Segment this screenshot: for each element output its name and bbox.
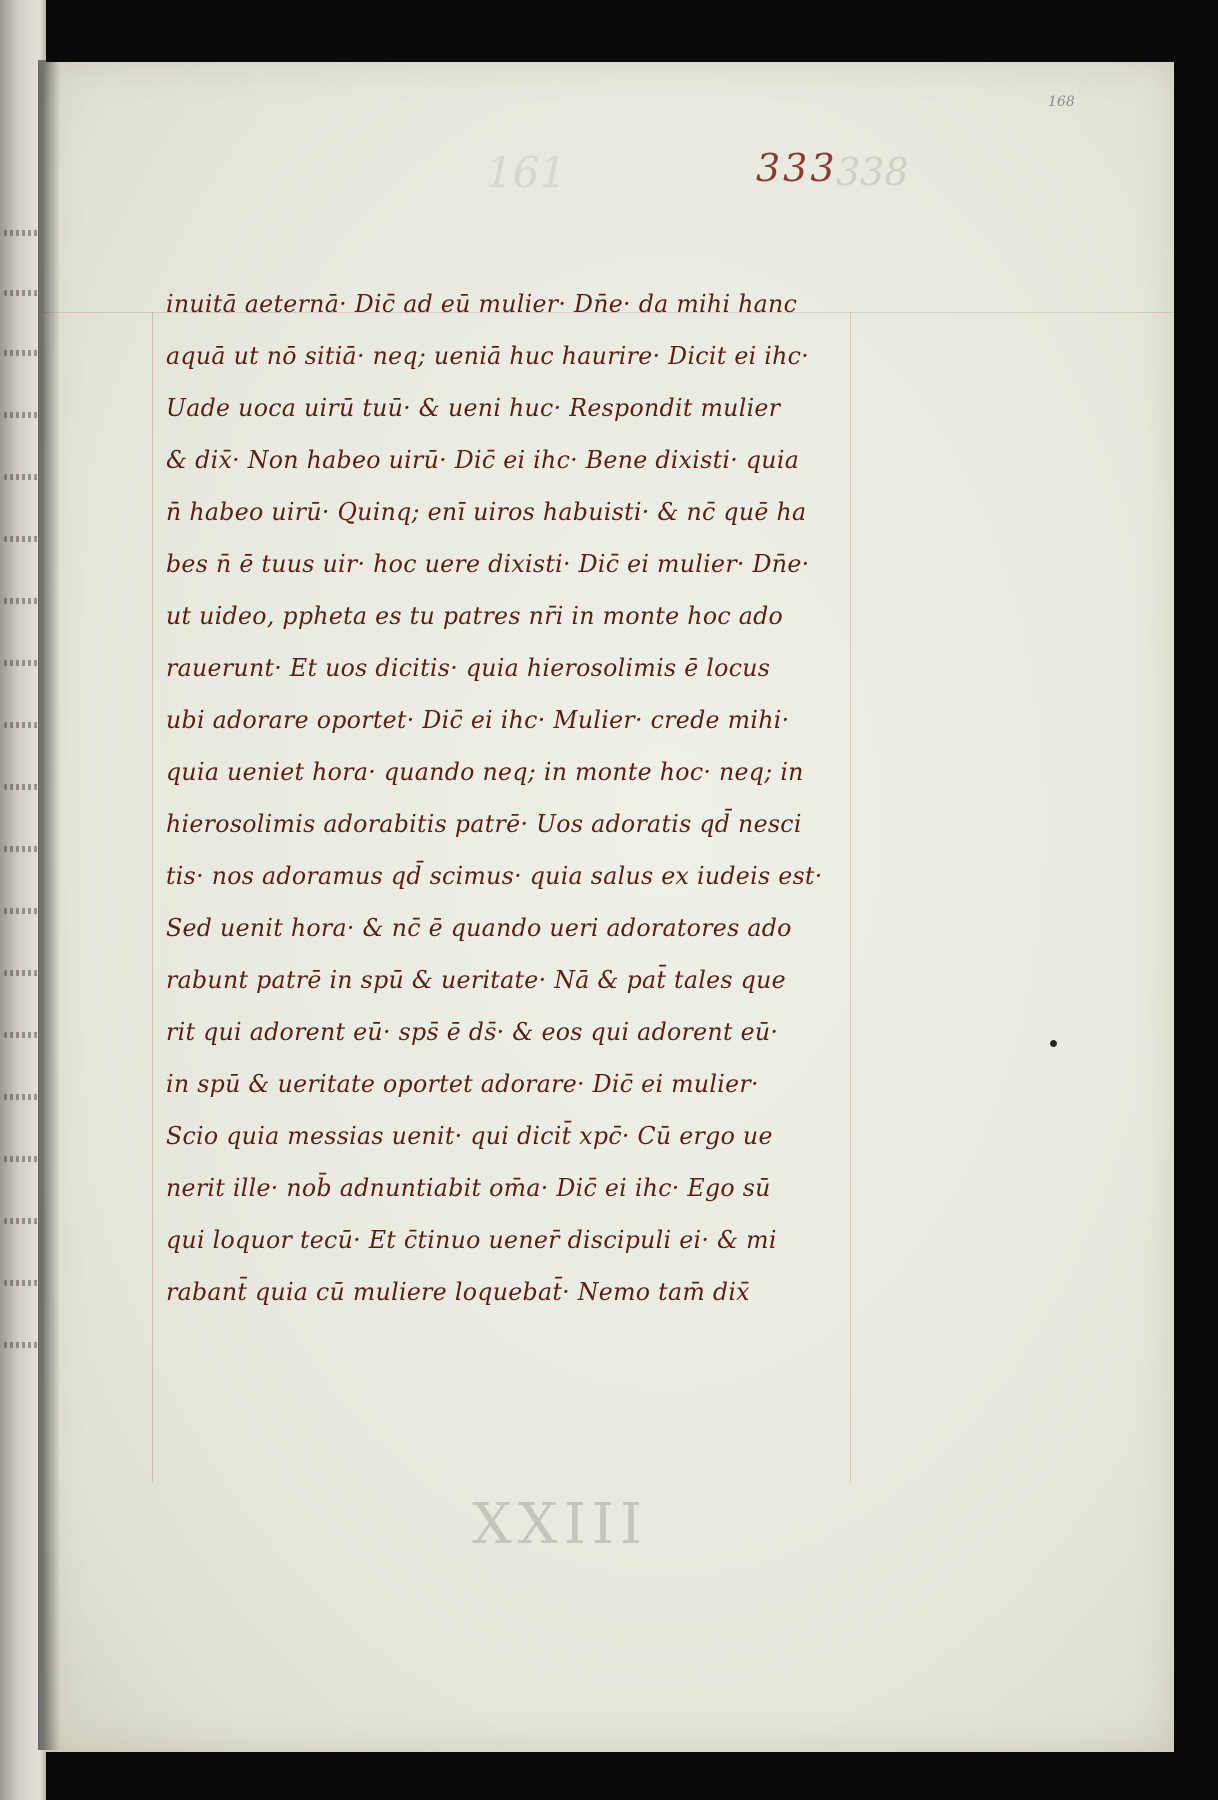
text-line: tis· nos adoramus qd̄ scimus· quia salus ex iudeis est· xyxy=(166,862,823,890)
facing-text-fragment xyxy=(4,350,40,356)
facing-text-fragment xyxy=(4,474,40,480)
text-line: & dix̄· Non habeo uirū· Dic̄ ei ihc· Bene dixisti· quia xyxy=(166,446,800,474)
text-line: ut uideo, ppheta es tu patres nr̄i in monte hoc ado xyxy=(166,602,784,630)
text-line: hierosolimis adorabitis patrē· Uos adoratis qd̄ nesci xyxy=(166,810,802,838)
quire-signature-showthrough: XXIII xyxy=(472,1492,649,1557)
facing-text-fragment xyxy=(4,536,40,542)
text-line: rit qui adorent eū· sps̄ ē ds̄· & eos qui adorent eū· xyxy=(166,1018,779,1046)
ruling-line-left xyxy=(152,312,153,1482)
text-line: aquā ut nō sitiā· neq; ueniā huc haurire· Dicit ei ihc· xyxy=(166,342,810,370)
facing-text-fragment xyxy=(4,230,40,236)
facing-text-fragment xyxy=(4,1094,40,1100)
text-line: Uade uoca uirū tuū· & ueni huc· Respondit mulier xyxy=(166,394,781,422)
facing-text-fragment xyxy=(4,1280,40,1286)
text-line: Scio quia messias uenit· qui dicit̄ xpc̄· Cū ergo ue xyxy=(166,1122,773,1150)
text-line: rabunt patrē in spū & ueritate· Nā & pat̄ tales que xyxy=(166,966,786,994)
text-line: rauerunt· Et uos dicitis· quia hierosolimis ē locus xyxy=(166,654,771,682)
text-line: in spū & ueritate oportet adorare· Dic̄ ei mulier· xyxy=(166,1070,759,1098)
text-line: nerit ille· nob̄ adnuntiabit om̄a· Dic̄ ei ihc· Ego sū xyxy=(166,1174,771,1202)
facing-text-fragment xyxy=(4,1342,40,1348)
facing-text-fragment xyxy=(4,846,40,852)
facing-text-fragment xyxy=(4,412,40,418)
facing-text-fragment xyxy=(4,908,40,914)
facing-text-fragment xyxy=(4,598,40,604)
faint-page-number: 338 xyxy=(836,150,909,194)
text-line: inuitā aeternā· Dic̄ ad eū mulier· Dn̄e· da mihi hanc xyxy=(166,290,798,318)
text-line: n̄ habeo uirū· Quinq; enī uiros habuisti· & nc̄ quē ha xyxy=(166,498,807,526)
facing-text-fragment xyxy=(4,1032,40,1038)
ink-speck xyxy=(1050,1040,1057,1047)
facing-text-fragment xyxy=(4,722,40,728)
text-line: qui loquor tecū· Et c̄tinuo uener̄ discipuli ei· & mi xyxy=(166,1226,777,1254)
facing-text-fragment xyxy=(4,1218,40,1224)
manuscript-text-block xyxy=(166,278,856,1318)
gutter-shadow xyxy=(38,60,60,1750)
facing-text-fragment xyxy=(4,970,40,976)
ghost-page-number: 161 xyxy=(486,148,567,197)
text-line: rabant̄ quia cū muliere loquebat̄· Nemo tam̄ dix̄ xyxy=(166,1278,750,1306)
text-line: bes n̄ ē tuus uir· hoc uere dixisti· Dic̄ ei mulier· Dn̄e· xyxy=(166,550,810,578)
text-line: quia ueniet hora· quando neq; in monte hoc· neq; in xyxy=(166,758,804,786)
text-line: ubi adorare oportet· Dic̄ ei ihc· Mulier· crede mihi· xyxy=(166,706,790,734)
facing-text-fragment xyxy=(4,784,40,790)
facing-text-fragment xyxy=(4,1156,40,1162)
facing-text-fragment xyxy=(4,660,40,666)
facing-text-fragment xyxy=(4,290,40,296)
folio-number: 168 xyxy=(1048,94,1075,110)
text-line: Sed uenit hora· & nc̄ ē quando ueri adoratores ado xyxy=(166,914,792,942)
page-number: 333 xyxy=(756,146,838,190)
